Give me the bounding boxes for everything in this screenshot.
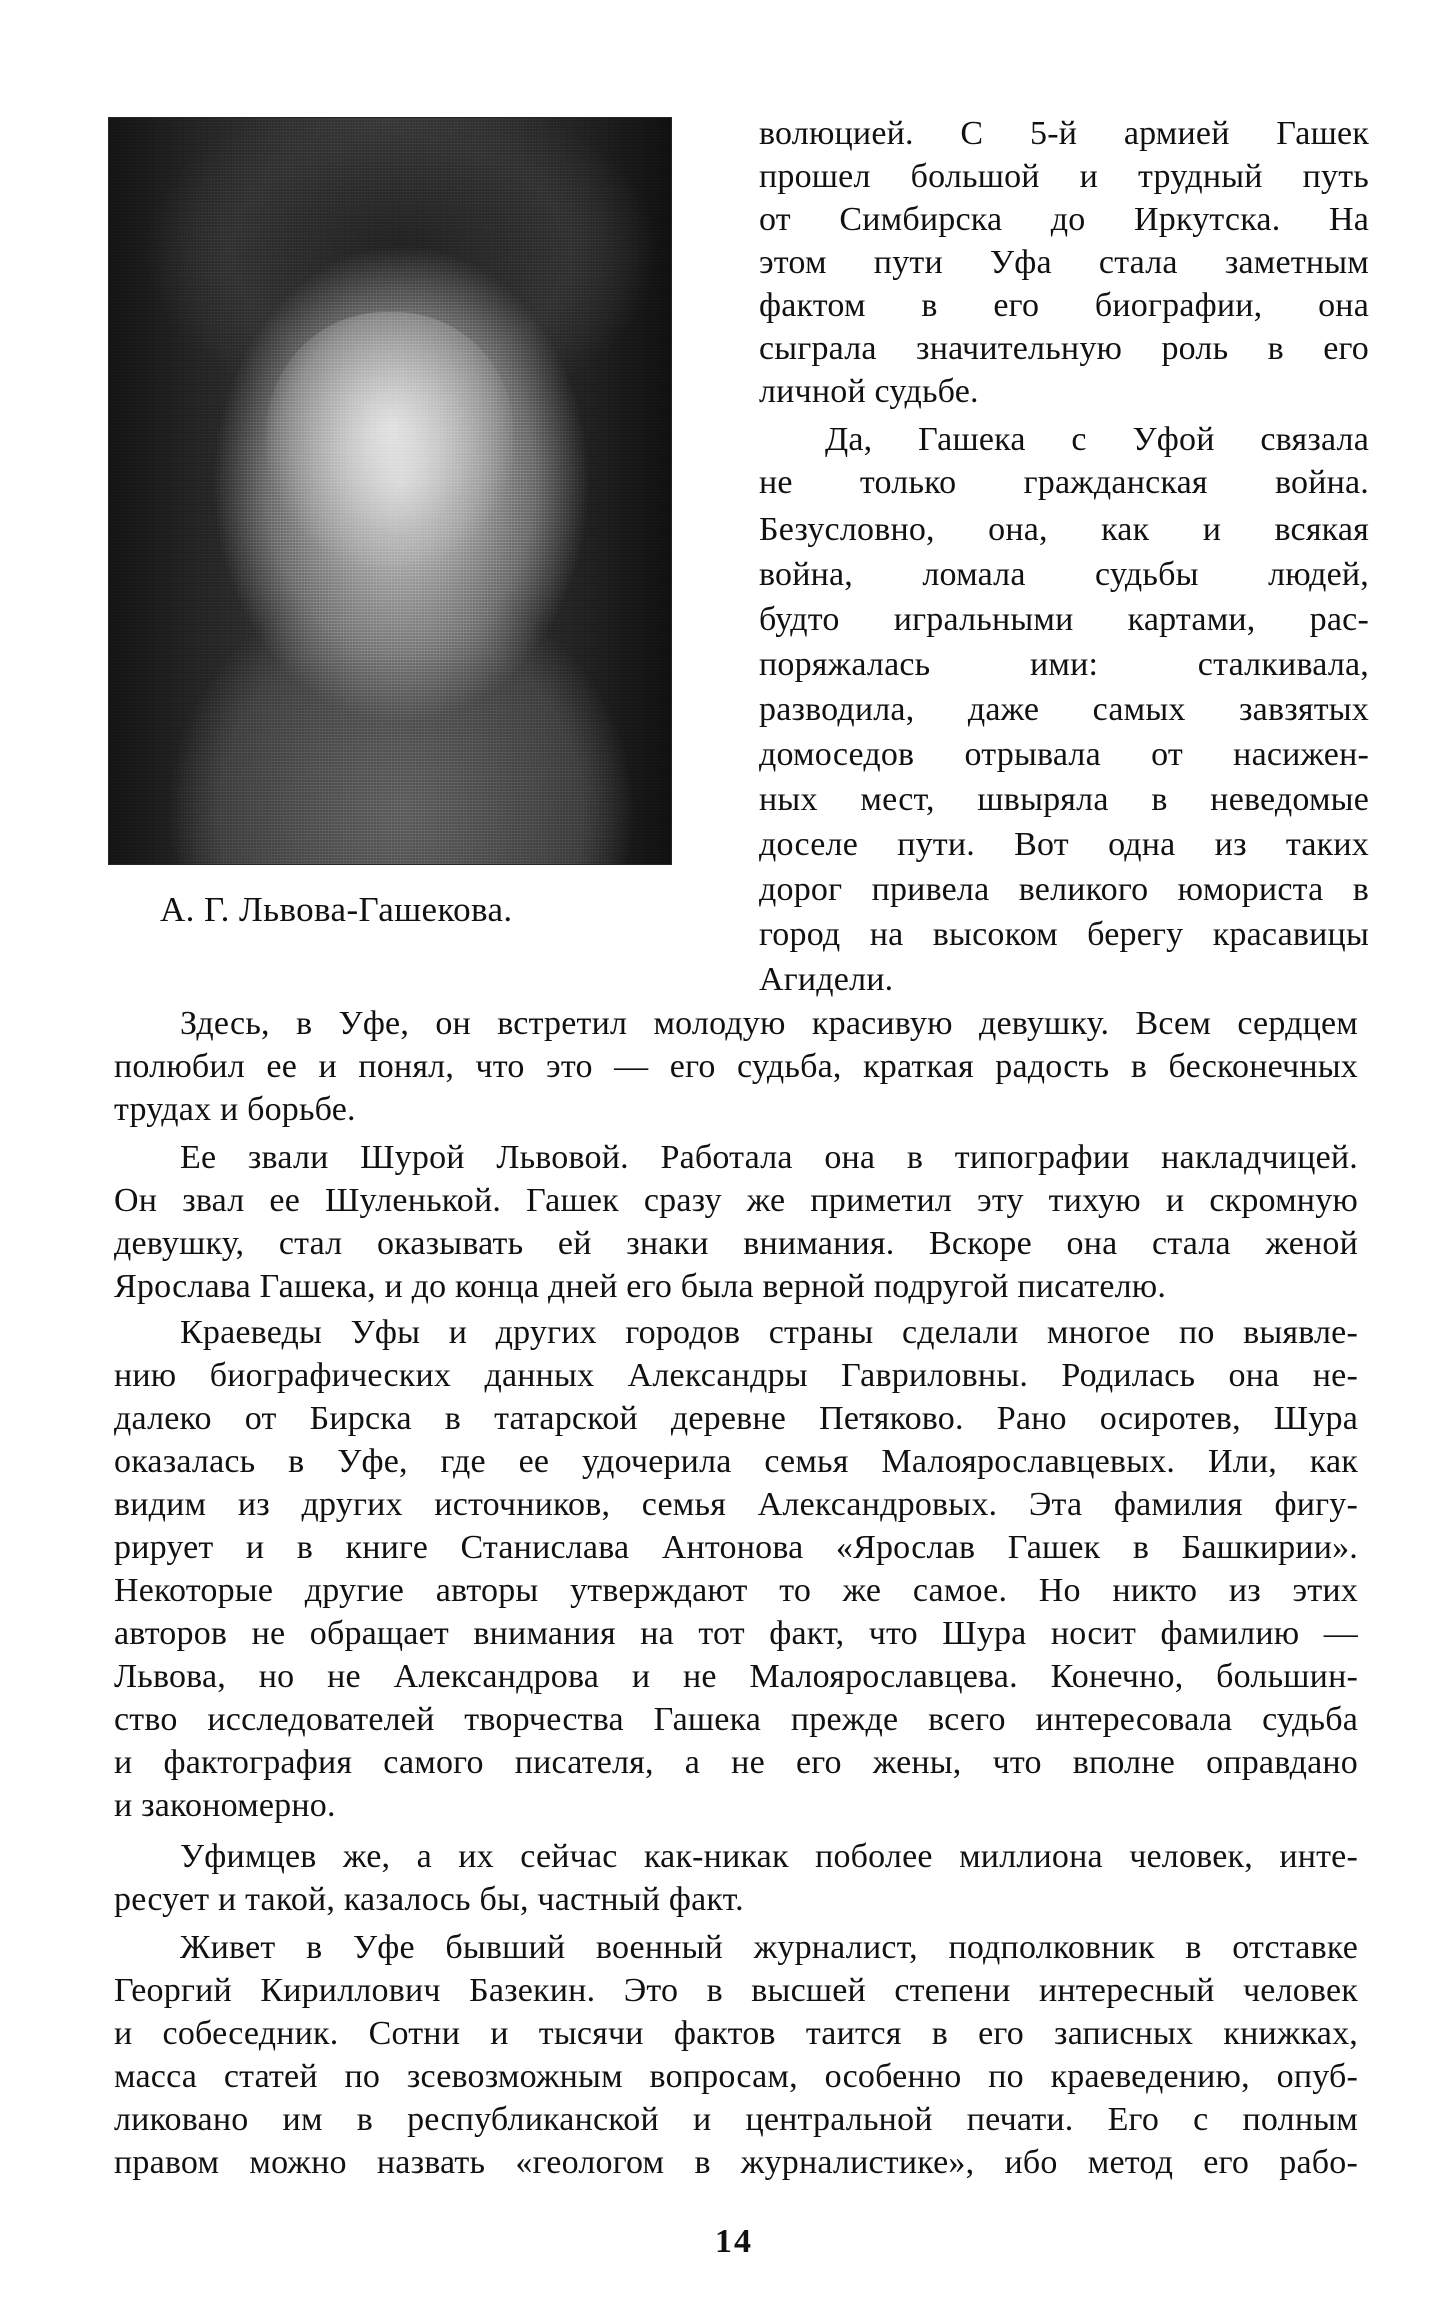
right-column-line: война, ломала судьбы людей, — [759, 556, 1369, 593]
body-text-line: и закономерно. — [114, 1787, 336, 1824]
body-text-line: полюбил ее и понял, что это — его судьба, краткая радость в бесконечных — [114, 1048, 1358, 1085]
right-column-line: будто игральными картами, рас- — [759, 601, 1369, 638]
right-column-line: Агидели. — [759, 961, 894, 998]
right-column-line: Да, Гашека с Уфой связала — [825, 421, 1369, 458]
right-column-line: разводила, даже самых завзятых — [759, 691, 1369, 728]
body-text-line: далеко от Бирска в татарской деревне Петяково. Рано осиротев, Шура — [114, 1400, 1358, 1437]
right-column-line: доселе пути. Вот одна из таких — [759, 826, 1369, 863]
body-text-line: ресует и такой, казалось бы, частный факт. — [114, 1881, 744, 1918]
body-text-line: Здесь, в Уфе, он встретил молодую красивую девушку. Всем сердцем — [180, 1005, 1358, 1042]
body-text-line: Ярослава Гашека, и до конца дней его была верной подругой писателю. — [114, 1268, 1167, 1305]
body-text-line: трудах и борьбе. — [114, 1091, 356, 1128]
body-text-line: авторов не обращает внимания на тот факт, что Шура носит фамилию — — [114, 1615, 1358, 1652]
body-text-line: рирует и в книге Станислава Антонова «Ярослав Гашек в Башкирии». — [114, 1529, 1358, 1566]
right-column-line: город на высоком берегу красавицы — [759, 916, 1369, 953]
right-column-line: ных мест, швыряла в неведомые — [759, 781, 1369, 818]
body-text-line: ликовано им в республиканской и центральной печати. Его с полным — [114, 2101, 1358, 2138]
right-column-line: дорог привела великого юмориста в — [759, 871, 1369, 908]
body-text-line: Георгий Кириллович Базекин. Это в высшей степени интересный человек — [114, 1972, 1358, 2009]
body-text-line: девушку, стал оказывать ей знаки внимания. Вскоре она стала женой — [114, 1225, 1358, 1262]
body-text-line: Львова, но не Александрова и не Малоярославцева. Конечно, большин- — [114, 1658, 1358, 1695]
right-column-line: домоседов отрывала от насижен- — [759, 736, 1369, 773]
right-column-line: от Симбирска до Иркутска. На — [759, 201, 1369, 238]
right-column-line: поряжалась ими: сталкивала, — [759, 646, 1369, 683]
body-text-line: оказалась в Уфе, где ее удочерила семья Малоярославцевых. Или, как — [114, 1443, 1358, 1480]
right-column-line: этом пути Уфа стала заметным — [759, 244, 1369, 281]
body-text-line: Краеведы Уфы и других городов страны сделали многое по выявле- — [180, 1314, 1358, 1351]
body-text-line: Некоторые другие авторы утверждают то же самое. Но никто из этих — [114, 1572, 1358, 1609]
right-column-line: фактом в его биографии, она — [759, 287, 1369, 324]
body-text-line: видим из других источников, семья Александровых. Эта фамилия фигу- — [114, 1486, 1358, 1523]
body-text-line: Он звал ее Шуленькой. Гашек сразу же приметил эту тихую и скромную — [114, 1182, 1358, 1219]
right-column-line: личной судьбе. — [759, 373, 979, 410]
body-text-line: Уфимцев же, а их сейчас как-никак поболее миллиона человек, инте- — [180, 1838, 1358, 1875]
body-text-line: правом можно назвать «геологом в журналистике», ибо метод его рабо- — [114, 2144, 1358, 2181]
portrait-photo — [108, 117, 672, 865]
right-column-line: не только гражданская война. — [759, 464, 1369, 501]
body-text-line: масса статей по зсевозможным вопросам, особенно по краеведению, опуб- — [114, 2058, 1358, 2095]
page-number: 14 — [715, 2223, 753, 2260]
right-column-line: волюцией. С 5-й армией Гашек — [759, 115, 1369, 152]
body-text-line: нию биографических данных Александры Гавриловны. Родилась она не- — [114, 1357, 1358, 1394]
right-column-line: сыграла значительную роль в его — [759, 330, 1369, 367]
body-text-line: Живет в Уфе бывший военный журналист, подполковник в отставке — [180, 1929, 1358, 1966]
body-text-line: ство исследователей творчества Гашека прежде всего интересовала судьба — [114, 1701, 1358, 1738]
right-column-line: прошел большой и трудный путь — [759, 158, 1369, 195]
body-text-line: и фактография самого писателя, а не его жены, что вполне оправдано — [114, 1744, 1358, 1781]
photo-caption: А. Г. Львова-Гашекова. — [160, 890, 513, 929]
body-text-line: и собеседник. Сотни и тысячи фактов таится в его записных книжках, — [114, 2015, 1358, 2052]
body-text-line: Ее звали Шурой Львовой. Работала она в типографии накладчицей. — [180, 1139, 1358, 1176]
right-column-line: Безусловно, она, как и всякая — [759, 511, 1369, 548]
